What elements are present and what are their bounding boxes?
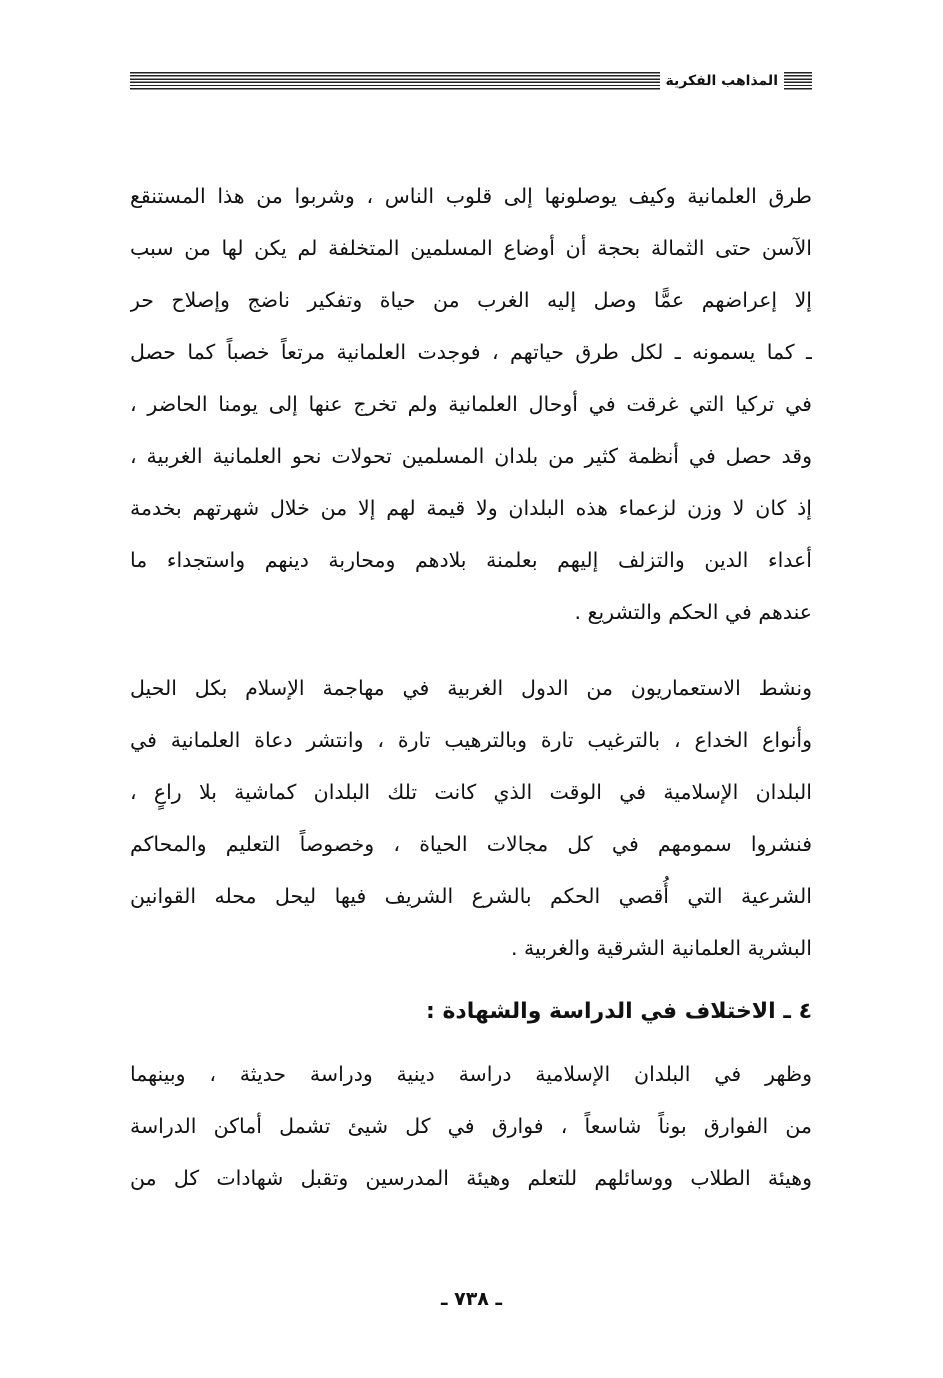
header-title: المذاهب الفكرية <box>665 73 778 89</box>
page-number: ـ ٧٣٨ ـ <box>440 1288 502 1310</box>
text-line: الشرعية التي أُقصي الحكم بالشرع الشريف فيها ليحل محله القوانين <box>130 884 812 908</box>
page-body <box>130 170 812 1204</box>
text-line: البشرية العلمانية الشرقية والغربية . <box>510 936 812 960</box>
text-line: من الفوارق بوناً شاسعاً ، فوارق في كل شيئ تشمل أماكن الدراسة <box>130 1114 812 1138</box>
header-rule-left <box>130 72 660 90</box>
running-header <box>130 68 812 94</box>
text-line: طرق العلمانية وكيف يوصلونها إلى قلوب الناس ، وشربوا من هذا المستنقع <box>130 184 812 208</box>
text-line: الآسن حتى الثمالة بحجة أن أوضاع المسلمين المتخلفة لم يكن لها من سبب <box>130 236 812 260</box>
paragraph-2 <box>130 662 812 974</box>
text-line: وهيئة الطلاب ووسائلهم للتعلم وهيئة المدرسين وتقبل شهادات كل من <box>130 1166 812 1190</box>
text-line: في تركيا التي غرقت في أوحال العلمانية ولم تخرج عنها إلى يومنا الحاضر ، <box>130 392 812 416</box>
text-line: البلدان الإسلامية في الوقت الذي كانت تلك البلدان كماشية بلا راعٍ ، <box>130 780 812 804</box>
text-line: وأنواع الخداع ، بالترغيب تارة وبالترهيب تارة ، وانتشر دعاة العلمانية في <box>130 728 812 752</box>
paragraph-gap <box>130 638 812 662</box>
text-line: ونشط الاستعماريون من الدول الغربية في مهاجمة الإسلام بكل الحيل <box>130 676 812 700</box>
section-heading: ٤ ـ الاختلاف في الدراسة والشهادة : <box>425 999 812 1024</box>
paragraph-1 <box>130 170 812 638</box>
text-line: ـ كما يسمونه ـ لكل طرق حياتهم ، فوجدت العلمانية مرتعاً خصباً كما حصل <box>130 340 812 364</box>
text-line: عندهم في الحكم والتشريع . <box>574 600 812 624</box>
text-line: وظهر في البلدان الإسلامية دراسة دينية ودراسة حديثة ، وبينهما <box>130 1062 812 1086</box>
text-line: إذ كان لا وزن لزعماء هذه البلدان ولا قيمة لهم إلا من خلال شهرتهم بخدمة <box>130 496 812 520</box>
text-line: أعداء الدين والتزلف إليهم بعلمنة بلادهم ومحاربة دينهم واستجداء ما <box>130 548 812 572</box>
header-rule-right <box>784 72 812 90</box>
paragraph-3 <box>130 1048 812 1204</box>
text-line: فنشروا سمومهم في كل مجالات الحياة ، وخصوصاً التعليم والمحاكم <box>130 832 812 856</box>
text-line: وقد حصل في أنظمة كثير من بلدان المسلمين تحولات نحو العلمانية الغربية ، <box>130 444 812 468</box>
text-line: إلا إعراضهم عمًّا وصل إليه الغرب من حياة وتفكير ناضج وإصلاح حر <box>130 288 812 312</box>
